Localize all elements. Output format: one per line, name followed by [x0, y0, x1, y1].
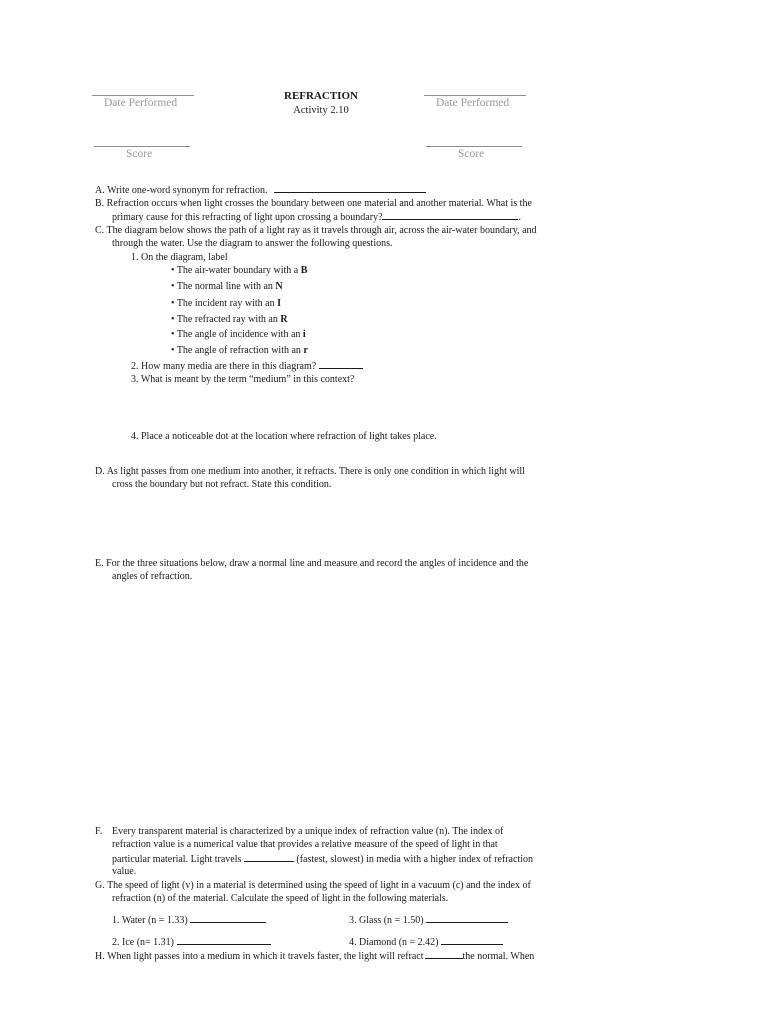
section-d-line1 — [95, 465, 525, 479]
section-g-line1 — [95, 879, 531, 893]
section-f-line2: refraction value is a numerical value that provides a relative measure of the speed of light in that — [112, 839, 498, 850]
section-e-line2: angles of refraction. — [112, 571, 193, 582]
g-item-water-text: 1. Water (n = 1.33) — [112, 915, 188, 926]
date-performed-right-line — [424, 95, 526, 96]
bullet-mark: i — [302, 329, 306, 340]
page-title: REFRACTION — [284, 90, 358, 102]
bullet-mark: R — [280, 314, 288, 325]
section-c-line2: through the water. Use the diagram to answer the following questions. — [112, 238, 393, 249]
section-a-label: A. — [95, 185, 105, 196]
g-item-water-blank[interactable] — [190, 913, 266, 923]
section-c-text-1: The diagram below shows the path of a light ray as it travels through air, across the air-water boundary, and — [106, 225, 537, 236]
section-c-q3: 3. What is meant by the term “medium” in this context? — [131, 374, 355, 385]
bullet-text: • The incident ray with an — [171, 298, 278, 309]
bullet-text: • The angle of refraction with an — [171, 345, 304, 356]
section-b-text-2: primary cause for this refracting of light upon crossing a boundary? — [112, 212, 383, 223]
section-h-line1 — [95, 949, 534, 964]
g-item-diamond-blank[interactable] — [441, 935, 503, 945]
section-h-label: H. — [95, 951, 105, 962]
bullet-text: • The air-water boundary with a — [171, 265, 301, 276]
bullet-text: • The refracted ray with an — [171, 314, 281, 325]
section-f-line1: Every transparent material is characterized by a unique index of refraction value (n). The index of — [112, 826, 504, 837]
section-a — [95, 183, 426, 198]
section-f-text-3a: particular material. Light travels — [112, 854, 242, 865]
section-a-answer-blank[interactable] — [274, 183, 426, 193]
section-d-text-1: As light passes from one medium into another, it refracts. There is only one condition in which light will — [106, 466, 525, 477]
section-h-text-b: the normal. When — [462, 951, 535, 962]
g-item-glass-blank[interactable] — [426, 913, 508, 923]
g-item-glass-text: 3. Glass (n = 1.50) — [349, 915, 424, 926]
g-item-diamond — [349, 935, 503, 950]
section-b-end: . — [518, 212, 521, 223]
bullet-angle-incidence — [171, 328, 306, 342]
section-f-line4: value. — [112, 866, 137, 877]
bullet-mark: B — [300, 265, 308, 276]
bullet-boundary — [171, 264, 307, 278]
section-b-label: B. — [95, 198, 105, 209]
section-e-text-1: For the three situations below, draw a normal line and measure and record the angles of incidence and the — [106, 558, 529, 569]
bullet-normal — [171, 280, 283, 294]
section-d-label: D. — [95, 466, 105, 477]
section-g-line2: refraction (n) of the material. Calculate the speed of light in the following materials. — [112, 893, 449, 904]
section-f-label: F. — [95, 826, 103, 837]
section-a-text: Write one-word synonym for refraction. — [107, 185, 268, 196]
date-performed-right: Date Performed — [436, 97, 510, 109]
bullet-angle-refraction — [171, 344, 308, 358]
score-right-line — [426, 146, 522, 147]
g-item-glass — [349, 913, 508, 928]
section-g-label: G. — [95, 880, 105, 891]
section-b-line2 — [112, 210, 521, 225]
section-f-answer-blank[interactable] — [244, 852, 294, 862]
section-h-text-a: When light passes into a medium in which it travels faster, the light will refract — [107, 951, 424, 962]
g-item-diamond-text: 4. Diamond (n = 2.42) — [349, 937, 439, 948]
date-performed-left-line — [92, 95, 194, 96]
section-e-line1 — [95, 557, 528, 571]
section-b-answer-blank[interactable] — [382, 210, 518, 220]
section-b-line1 — [95, 197, 532, 211]
section-c-q2 — [131, 359, 363, 374]
bullet-refracted — [171, 313, 288, 327]
section-c-q2-text: 2. How many media are there in this diagram? — [131, 361, 317, 372]
section-b-text-1: Refraction occurs when light crosses the boundary between one material and another material. What is the — [106, 198, 532, 209]
bullet-incident — [171, 297, 281, 311]
g-item-water — [112, 913, 266, 928]
g-item-ice — [112, 935, 271, 950]
score-left-line — [94, 146, 190, 147]
g-item-ice-blank[interactable] — [177, 935, 271, 945]
section-h-answer-blank[interactable] — [425, 949, 463, 959]
section-c-q1: 1. On the diagram, label — [131, 252, 228, 263]
section-c-q4: 4. Place a noticeable dot at the location where refraction of light takes place. — [131, 431, 437, 442]
activity-number: Activity 2.10 — [293, 105, 349, 116]
section-d-line2: cross the boundary but not refract. State this condition. — [112, 479, 332, 490]
bullet-mark: r — [303, 345, 308, 356]
score-right: Score — [458, 148, 485, 160]
section-c-line1 — [95, 224, 537, 238]
score-left: Score — [126, 148, 153, 160]
section-f-text-3b: (fastest, slowest) in media with a higher index of refraction — [296, 854, 533, 865]
section-c-label: C. — [95, 225, 105, 236]
section-c-q2-blank[interactable] — [319, 359, 363, 369]
section-g-text-1: The speed of light (v) in a material is determined using the speed of light in a vacuum (c) and the index of — [107, 880, 531, 891]
bullet-text: • The normal line with an — [171, 281, 276, 292]
bullet-mark: N — [275, 281, 283, 292]
section-e-label: E. — [95, 558, 104, 569]
bullet-mark: I — [277, 298, 281, 309]
bullet-text: • The angle of incidence with an — [171, 329, 303, 340]
g-item-ice-text: 2. Ice (n= 1.31) — [112, 937, 175, 948]
section-f-line3 — [112, 852, 533, 867]
date-performed-left: Date Performed — [104, 97, 178, 109]
